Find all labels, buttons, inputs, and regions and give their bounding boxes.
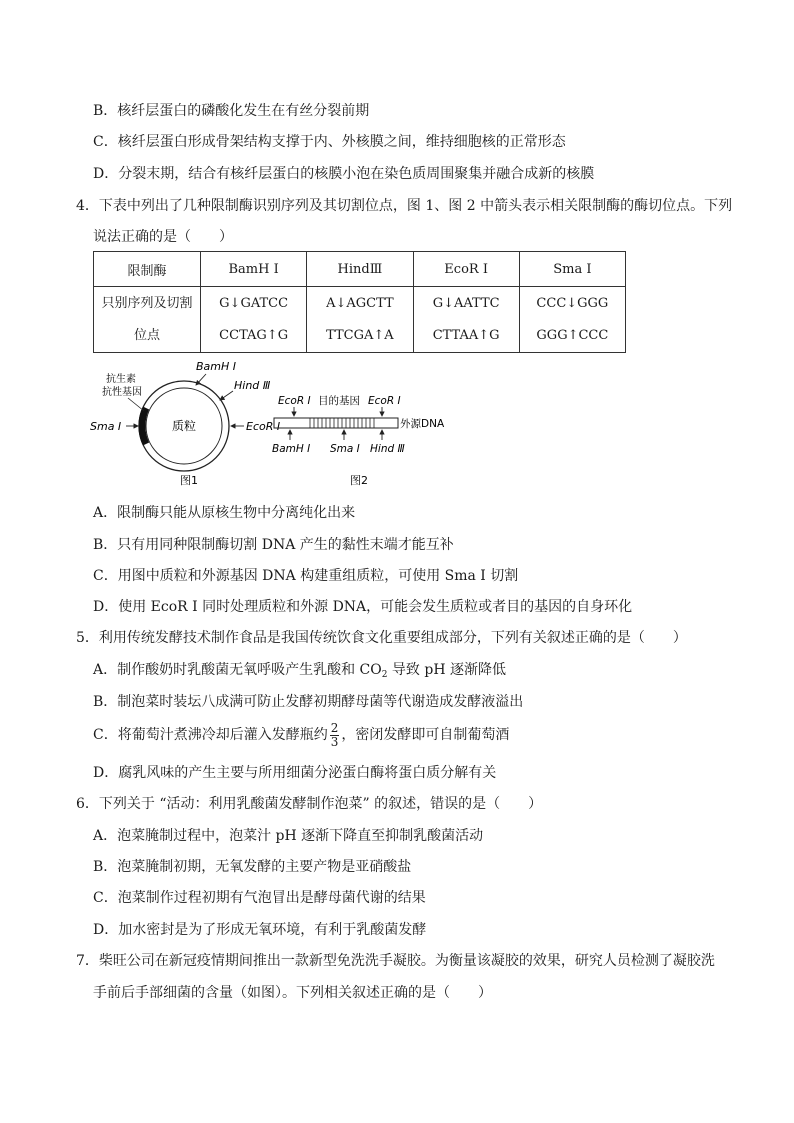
q4-option-b: B．只有用同种限制酶切割 DNA 产生的黏性末端才能互补	[93, 537, 454, 553]
ecor-left-label-fig2: EcoR Ⅰ	[278, 395, 311, 407]
q5-option-b: B．制泡菜时装坛八成满可防止发酵初期酵母菌等代谢造成发酵液溢出	[93, 694, 524, 710]
fraction-two-thirds	[330, 722, 340, 749]
q5-option-a-text-end: 导致 pH 逐渐降低	[387, 662, 507, 678]
bamh-arrow-fig1	[196, 374, 206, 385]
sequence-bottom: CCTAG↑G	[219, 327, 289, 343]
hind-label-fig2: Hind Ⅲ	[370, 443, 405, 455]
plasmid-label: 质粒	[171, 419, 197, 433]
q4-stem-line2: 说法正确的是（ ）	[93, 229, 233, 245]
sequence-bottom: GGG↑CCC	[536, 327, 609, 343]
bamh-label-fig2: BamH Ⅰ	[272, 443, 311, 455]
sequence-top: G↓AATTC	[432, 295, 500, 311]
q6-option-d: D．加水密封是为了形成无氧环境，有利于乳酸菌发酵	[93, 922, 427, 938]
figure-1	[90, 360, 280, 487]
figure-2-caption: 图2	[350, 474, 368, 487]
q4-option-d: D．使用 EcoR Ⅰ 同时处理质粒和外源 DNA，可能会发生质粒或者目的基因的自身环化	[93, 599, 633, 615]
ecor-right-label-fig2: EcoR Ⅰ	[368, 395, 401, 407]
table-cell	[413, 287, 519, 353]
row-label-line2: 位点	[133, 327, 160, 343]
q5-option-d: D．腐乳风味的产生主要与所用细菌分泌蛋白酶将蛋白质分解有关	[93, 765, 497, 781]
foreign-dna-label: 外源DNA	[400, 418, 445, 430]
sma-label-fig1: Sma Ⅰ	[90, 420, 122, 433]
q3-option-b: B．核纤层蛋白的磷酸化发生在有丝分裂前期	[93, 103, 370, 119]
restriction-enzyme-table	[93, 251, 626, 353]
table-sequence-row	[94, 287, 626, 353]
table-cell	[307, 287, 413, 353]
table-header-label: 限制酶	[94, 252, 201, 287]
q6-option-a: A．泡菜腌制过程中，泡菜汁 pH 逐渐下降直至抑制乳酸菌活动	[93, 828, 484, 844]
q4-option-c: C．用图中质粒和外源基因 DNA 构建重组质粒，可使用 Sma Ⅰ 切割	[93, 568, 519, 584]
hind-label-fig1: Hind Ⅲ	[234, 379, 271, 392]
q5-option-a	[93, 660, 506, 685]
resistance-pointer	[128, 398, 144, 411]
q6-stem: 6．下列关于 “活动：利用乳酸菌发酵制作泡菜” 的叙述，错误的是（ ）	[76, 796, 543, 812]
target-gene-hatching	[310, 418, 374, 428]
resistance-gene-label-line2: 抗性基因	[102, 387, 142, 398]
sma-label-fig2: Sma Ⅰ	[330, 443, 360, 455]
q4-stem-line1: 4．下表中列出了几种限制酶识别序列及其切割位点，图 1、图 2 中箭头表示相关限制酶的酶切位点。下列	[76, 198, 733, 214]
q6-option-c: C．泡菜制作过程初期有气泡冒出是酵母菌代谢的结果	[93, 890, 426, 906]
fraction-denominator: 3	[330, 734, 339, 749]
figure-1-caption: 图1	[180, 474, 198, 487]
table-row-label	[94, 287, 201, 353]
enzyme-name: HindⅢ	[307, 252, 413, 287]
ecor-label-fig1: EcoR Ⅰ	[246, 420, 281, 433]
enzyme-name: Sma Ⅰ	[519, 252, 625, 287]
hind-arrow-fig1	[220, 391, 233, 400]
q4-option-a: A．限制酶只能从原核生物中分离纯化出来	[93, 505, 356, 521]
q6-option-b: B．泡菜腌制初期，无氧发酵的主要产物是亚硝酸盐	[93, 859, 412, 875]
sequence-bottom: TTCGA↑A	[326, 327, 394, 343]
q7-stem-line1: 7．柴旺公司在新冠疫情期间推出一款新型免洗洗手凝胶。为衡量该凝胶的效果，研究人员检测了凝胶洗	[76, 953, 715, 969]
enzyme-name: EcoR Ⅰ	[413, 252, 519, 287]
resistance-gene-label-line1: 抗生素	[106, 374, 136, 385]
q5-option-c-text: C．将葡萄汁煮沸冷却后灌入发酵瓶约	[93, 727, 328, 743]
row-label-line1: 只别序列及切割	[101, 295, 193, 311]
q5-option-c-text-end: ，密闭发酵即可自制葡萄酒	[341, 727, 510, 743]
co2-subscript: 2	[381, 670, 388, 680]
sequence-top: CCC↓GGG	[536, 295, 609, 311]
table-cell	[519, 287, 625, 353]
bamh-label-fig1: BamH Ⅰ	[196, 360, 237, 373]
q5-stem: 5．利用传统发酵技术制作食品是我国传统饮食文化重要组成部分，下列有关叙述正确的是（ ）	[76, 630, 687, 646]
table-cell	[201, 287, 307, 353]
fraction-numerator: 2	[330, 720, 339, 735]
q3-option-d: D．分裂末期，结合有核纤层蛋白的核膜小泡在染色质周围聚集并融合成新的核膜	[93, 166, 595, 182]
figure-2	[272, 394, 445, 487]
resistance-gene-segment	[142, 408, 146, 444]
table-header-row	[94, 252, 626, 287]
sequence-bottom: CTTAA↑G	[432, 327, 500, 343]
plasmid-and-foreign-dna-figure	[88, 356, 458, 491]
q5-option-c	[93, 720, 509, 750]
q5-option-a-text: A．制作酸奶时乳酸菌无氧呼吸产生乳酸和 CO	[93, 662, 382, 678]
sequence-top: A↓AGCTT	[326, 295, 394, 311]
enzyme-name: BamH Ⅰ	[201, 252, 307, 287]
q7-stem-line2: 手前后手部细菌的含量（如图）。下列相关叙述正确的是（ ）	[93, 985, 492, 1001]
q3-option-c: C．核纤层蛋白形成骨架结构支撑于内、外核膜之间，维持细胞核的正常形态	[93, 134, 566, 150]
sequence-top: G↓GATCC	[219, 295, 289, 311]
target-gene-label: 目的基因	[318, 395, 360, 407]
foreign-dna-strand	[274, 418, 398, 428]
